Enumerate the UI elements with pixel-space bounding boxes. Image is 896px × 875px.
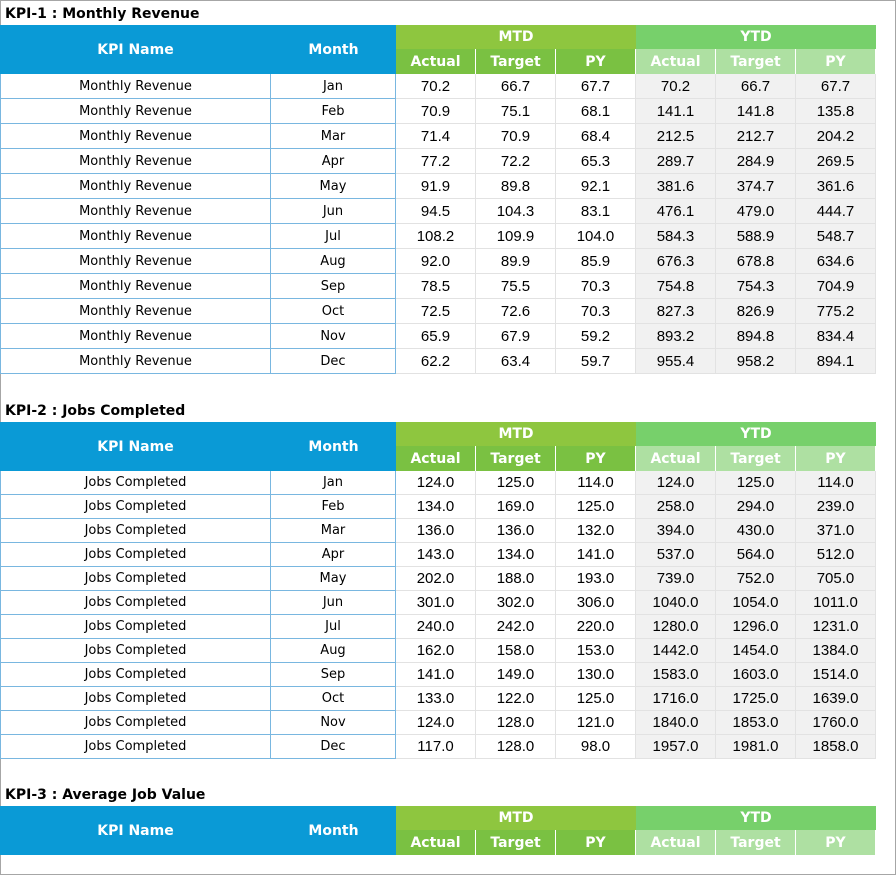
header-month: Month xyxy=(271,422,396,471)
kpi-title: KPI-3 : Average Job Value xyxy=(5,787,206,803)
header-mtd-actual: Actual xyxy=(396,49,476,74)
mtd-py-cell[interactable]: 141.0 xyxy=(556,543,636,567)
header-ytd-actual: Actual xyxy=(636,49,716,74)
ytd-actual-cell[interactable]: 212.5 xyxy=(636,124,716,149)
mtd-target-cell[interactable]: 122.0 xyxy=(476,687,556,711)
header-group-mtd: MTD xyxy=(396,806,636,830)
mtd-target-cell[interactable]: 158.0 xyxy=(476,639,556,663)
mtd-py-cell[interactable]: 85.9 xyxy=(556,249,636,274)
table-row xyxy=(0,687,876,711)
kpi-name-cell[interactable]: Monthly Revenue xyxy=(0,249,271,274)
month-cell[interactable]: Jul xyxy=(271,224,396,249)
table-row xyxy=(0,519,876,543)
mtd-actual-cell[interactable]: 124.0 xyxy=(396,711,476,735)
ytd-target-cell[interactable]: 1603.0 xyxy=(716,663,796,687)
ytd-py-cell[interactable]: 444.7 xyxy=(796,199,876,224)
kpi-name-cell[interactable]: Monthly Revenue xyxy=(0,74,271,99)
ytd-py-cell[interactable]: 114.0 xyxy=(796,471,876,495)
ytd-py-cell[interactable]: 894.1 xyxy=(796,349,876,374)
ytd-actual-cell[interactable]: 394.0 xyxy=(636,519,716,543)
mtd-py-cell[interactable]: 220.0 xyxy=(556,615,636,639)
mtd-target-cell[interactable]: 72.6 xyxy=(476,299,556,324)
ytd-target-cell[interactable]: 479.0 xyxy=(716,199,796,224)
ytd-py-cell[interactable]: 361.6 xyxy=(796,174,876,199)
kpi-name-cell[interactable]: Jobs Completed xyxy=(0,687,271,711)
table-row xyxy=(0,199,876,224)
header-ytd-target: Target xyxy=(716,446,796,471)
ytd-target-cell[interactable]: 66.7 xyxy=(716,74,796,99)
month-cell[interactable]: Oct xyxy=(271,687,396,711)
mtd-actual-cell[interactable]: 94.5 xyxy=(396,199,476,224)
ytd-actual-cell[interactable]: 1280.0 xyxy=(636,615,716,639)
mtd-actual-cell[interactable]: 71.4 xyxy=(396,124,476,149)
mtd-target-cell[interactable]: 188.0 xyxy=(476,567,556,591)
ytd-target-cell[interactable]: 1454.0 xyxy=(716,639,796,663)
mtd-py-cell[interactable]: 121.0 xyxy=(556,711,636,735)
header-mtd-py: PY xyxy=(556,446,636,471)
ytd-actual-cell[interactable]: 827.3 xyxy=(636,299,716,324)
mtd-actual-cell[interactable]: 77.2 xyxy=(396,149,476,174)
ytd-actual-cell[interactable]: 258.0 xyxy=(636,495,716,519)
month-cell[interactable]: May xyxy=(271,567,396,591)
table-row xyxy=(0,124,876,149)
ytd-actual-cell[interactable]: 955.4 xyxy=(636,349,716,374)
ytd-actual-cell[interactable]: 893.2 xyxy=(636,324,716,349)
header-mtd-target: Target xyxy=(476,49,556,74)
table-row xyxy=(0,735,876,759)
mtd-actual-cell[interactable]: 65.9 xyxy=(396,324,476,349)
kpi-name-cell[interactable]: Monthly Revenue xyxy=(0,274,271,299)
ytd-py-cell[interactable]: 135.8 xyxy=(796,99,876,124)
header-group-mtd: MTD xyxy=(396,422,636,446)
ytd-actual-cell[interactable]: 289.7 xyxy=(636,149,716,174)
ytd-target-cell[interactable]: 958.2 xyxy=(716,349,796,374)
ytd-py-cell[interactable]: 1231.0 xyxy=(796,615,876,639)
month-cell[interactable]: Apr xyxy=(271,543,396,567)
header-kpi-name: KPI Name xyxy=(0,25,271,74)
mtd-target-cell[interactable]: 302.0 xyxy=(476,591,556,615)
kpi-name-cell[interactable]: Jobs Completed xyxy=(0,567,271,591)
header-mtd-py: PY xyxy=(556,830,636,855)
ytd-py-cell[interactable]: 1384.0 xyxy=(796,639,876,663)
ytd-actual-cell[interactable]: 676.3 xyxy=(636,249,716,274)
mtd-py-cell[interactable]: 114.0 xyxy=(556,471,636,495)
kpi-name-cell[interactable]: Monthly Revenue xyxy=(0,349,271,374)
table-row xyxy=(0,495,876,519)
ytd-py-cell[interactable]: 775.2 xyxy=(796,299,876,324)
mtd-actual-cell[interactable]: 70.2 xyxy=(396,74,476,99)
mtd-actual-cell[interactable]: 141.0 xyxy=(396,663,476,687)
mtd-target-cell[interactable]: 128.0 xyxy=(476,711,556,735)
table-row xyxy=(0,274,876,299)
kpi-name-cell[interactable]: Monthly Revenue xyxy=(0,299,271,324)
mtd-py-cell[interactable]: 59.7 xyxy=(556,349,636,374)
month-cell[interactable]: Sep xyxy=(271,663,396,687)
table-row xyxy=(0,591,876,615)
mtd-actual-cell[interactable]: 117.0 xyxy=(396,735,476,759)
mtd-target-cell[interactable]: 149.0 xyxy=(476,663,556,687)
mtd-py-cell[interactable]: 59.2 xyxy=(556,324,636,349)
kpi-name-cell[interactable]: Jobs Completed xyxy=(0,591,271,615)
kpi-name-cell[interactable]: Jobs Completed xyxy=(0,615,271,639)
month-cell[interactable]: Nov xyxy=(271,324,396,349)
month-cell[interactable]: Apr xyxy=(271,149,396,174)
kpi-name-cell[interactable]: Jobs Completed xyxy=(0,543,271,567)
mtd-actual-cell[interactable]: 162.0 xyxy=(396,639,476,663)
table-row xyxy=(0,174,876,199)
ytd-py-cell[interactable]: 1514.0 xyxy=(796,663,876,687)
month-cell[interactable]: Oct xyxy=(271,299,396,324)
ytd-py-cell[interactable]: 204.2 xyxy=(796,124,876,149)
kpi-name-cell[interactable]: Monthly Revenue xyxy=(0,199,271,224)
mtd-py-cell[interactable]: 68.4 xyxy=(556,124,636,149)
ytd-target-cell[interactable]: 212.7 xyxy=(716,124,796,149)
ytd-actual-cell[interactable]: 1840.0 xyxy=(636,711,716,735)
mtd-py-cell[interactable]: 153.0 xyxy=(556,639,636,663)
table-row xyxy=(0,224,876,249)
mtd-actual-cell[interactable]: 133.0 xyxy=(396,687,476,711)
mtd-py-cell[interactable]: 193.0 xyxy=(556,567,636,591)
header-ytd-actual: Actual xyxy=(636,446,716,471)
mtd-target-cell[interactable]: 75.5 xyxy=(476,274,556,299)
table-row xyxy=(0,663,876,687)
mtd-actual-cell[interactable]: 92.0 xyxy=(396,249,476,274)
ytd-actual-cell[interactable]: 1442.0 xyxy=(636,639,716,663)
mtd-target-cell[interactable]: 89.8 xyxy=(476,174,556,199)
table-row xyxy=(0,471,876,495)
mtd-py-cell[interactable]: 70.3 xyxy=(556,274,636,299)
mtd-py-cell[interactable]: 68.1 xyxy=(556,99,636,124)
mtd-actual-cell[interactable]: 70.9 xyxy=(396,99,476,124)
mtd-py-cell[interactable]: 132.0 xyxy=(556,519,636,543)
kpi-name-cell[interactable]: Monthly Revenue xyxy=(0,99,271,124)
month-cell[interactable]: Sep xyxy=(271,274,396,299)
month-cell[interactable]: Jul xyxy=(271,615,396,639)
ytd-target-cell[interactable]: 284.9 xyxy=(716,149,796,174)
ytd-target-cell[interactable]: 752.0 xyxy=(716,567,796,591)
mtd-py-cell[interactable]: 98.0 xyxy=(556,735,636,759)
ytd-actual-cell[interactable]: 584.3 xyxy=(636,224,716,249)
mtd-actual-cell[interactable]: 143.0 xyxy=(396,543,476,567)
kpi-name-cell[interactable]: Jobs Completed xyxy=(0,663,271,687)
table-row xyxy=(0,99,876,124)
mtd-actual-cell[interactable]: 91.9 xyxy=(396,174,476,199)
mtd-target-cell[interactable]: 67.9 xyxy=(476,324,556,349)
ytd-actual-cell[interactable]: 141.1 xyxy=(636,99,716,124)
ytd-target-cell[interactable]: 1981.0 xyxy=(716,735,796,759)
ytd-py-cell[interactable]: 67.7 xyxy=(796,74,876,99)
ytd-py-cell[interactable]: 239.0 xyxy=(796,495,876,519)
ytd-target-cell[interactable]: 1296.0 xyxy=(716,615,796,639)
kpi-title: KPI-2 : Jobs Completed xyxy=(5,403,186,419)
ytd-target-cell[interactable]: 588.9 xyxy=(716,224,796,249)
table-row xyxy=(0,567,876,591)
ytd-target-cell[interactable]: 564.0 xyxy=(716,543,796,567)
header-ytd-target: Target xyxy=(716,830,796,855)
ytd-py-cell[interactable]: 269.5 xyxy=(796,149,876,174)
mtd-actual-cell[interactable]: 202.0 xyxy=(396,567,476,591)
mtd-target-cell[interactable]: 134.0 xyxy=(476,543,556,567)
mtd-py-cell[interactable]: 83.1 xyxy=(556,199,636,224)
mtd-actual-cell[interactable]: 78.5 xyxy=(396,274,476,299)
table-row xyxy=(0,639,876,663)
ytd-py-cell[interactable]: 371.0 xyxy=(796,519,876,543)
ytd-target-cell[interactable]: 125.0 xyxy=(716,471,796,495)
ytd-actual-cell[interactable]: 381.6 xyxy=(636,174,716,199)
ytd-actual-cell[interactable]: 1040.0 xyxy=(636,591,716,615)
ytd-target-cell[interactable]: 294.0 xyxy=(716,495,796,519)
ytd-target-cell[interactable]: 678.8 xyxy=(716,249,796,274)
mtd-target-cell[interactable]: 72.2 xyxy=(476,149,556,174)
ytd-target-cell[interactable]: 141.8 xyxy=(716,99,796,124)
mtd-py-cell[interactable]: 130.0 xyxy=(556,663,636,687)
mtd-target-cell[interactable]: 75.1 xyxy=(476,99,556,124)
header-ytd-py: PY xyxy=(796,446,876,471)
mtd-actual-cell[interactable]: 72.5 xyxy=(396,299,476,324)
table-row xyxy=(0,149,876,174)
kpi-name-cell[interactable]: Jobs Completed xyxy=(0,735,271,759)
header-kpi-name: KPI Name xyxy=(0,422,271,471)
header-month: Month xyxy=(271,806,396,855)
ytd-target-cell[interactable]: 826.9 xyxy=(716,299,796,324)
ytd-py-cell[interactable]: 834.4 xyxy=(796,324,876,349)
ytd-actual-cell[interactable]: 537.0 xyxy=(636,543,716,567)
table-row xyxy=(0,324,876,349)
mtd-py-cell[interactable]: 306.0 xyxy=(556,591,636,615)
ytd-target-cell[interactable]: 894.8 xyxy=(716,324,796,349)
ytd-actual-cell[interactable]: 476.1 xyxy=(636,199,716,224)
table-row xyxy=(0,74,876,99)
header-month: Month xyxy=(271,25,396,74)
ytd-actual-cell[interactable]: 70.2 xyxy=(636,74,716,99)
header-kpi-name: KPI Name xyxy=(0,806,271,855)
header-mtd-target: Target xyxy=(476,446,556,471)
header-group-ytd: YTD xyxy=(636,25,876,49)
ytd-py-cell[interactable]: 704.9 xyxy=(796,274,876,299)
mtd-target-cell[interactable]: 89.9 xyxy=(476,249,556,274)
ytd-actual-cell[interactable]: 1957.0 xyxy=(636,735,716,759)
mtd-target-cell[interactable]: 70.9 xyxy=(476,124,556,149)
mtd-actual-cell[interactable]: 108.2 xyxy=(396,224,476,249)
mtd-py-cell[interactable]: 92.1 xyxy=(556,174,636,199)
month-cell[interactable]: Jun xyxy=(271,591,396,615)
ytd-target-cell[interactable]: 430.0 xyxy=(716,519,796,543)
ytd-target-cell[interactable]: 1725.0 xyxy=(716,687,796,711)
mtd-target-cell[interactable]: 109.9 xyxy=(476,224,556,249)
mtd-actual-cell[interactable]: 124.0 xyxy=(396,471,476,495)
month-cell[interactable]: Aug xyxy=(271,639,396,663)
ytd-py-cell[interactable]: 634.6 xyxy=(796,249,876,274)
mtd-py-cell[interactable]: 67.7 xyxy=(556,74,636,99)
month-cell[interactable]: Jan xyxy=(271,471,396,495)
mtd-py-cell[interactable]: 125.0 xyxy=(556,687,636,711)
month-cell[interactable]: Dec xyxy=(271,735,396,759)
kpi-name-cell[interactable]: Jobs Completed xyxy=(0,711,271,735)
ytd-actual-cell[interactable]: 1716.0 xyxy=(636,687,716,711)
header-mtd-py: PY xyxy=(556,49,636,74)
kpi-name-cell[interactable]: Monthly Revenue xyxy=(0,124,271,149)
kpi-name-cell[interactable]: Jobs Completed xyxy=(0,519,271,543)
mtd-py-cell[interactable]: 70.3 xyxy=(556,299,636,324)
ytd-py-cell[interactable]: 1760.0 xyxy=(796,711,876,735)
mtd-target-cell[interactable]: 128.0 xyxy=(476,735,556,759)
kpi-name-cell[interactable]: Jobs Completed xyxy=(0,639,271,663)
kpi-name-cell[interactable]: Monthly Revenue xyxy=(0,324,271,349)
ytd-target-cell[interactable]: 754.3 xyxy=(716,274,796,299)
ytd-target-cell[interactable]: 374.7 xyxy=(716,174,796,199)
ytd-py-cell[interactable]: 548.7 xyxy=(796,224,876,249)
mtd-actual-cell[interactable]: 62.2 xyxy=(396,349,476,374)
header-mtd-actual: Actual xyxy=(396,446,476,471)
ytd-py-cell[interactable]: 1011.0 xyxy=(796,591,876,615)
ytd-target-cell[interactable]: 1054.0 xyxy=(716,591,796,615)
table-row xyxy=(0,299,876,324)
month-cell[interactable]: Mar xyxy=(271,124,396,149)
mtd-target-cell[interactable]: 136.0 xyxy=(476,519,556,543)
kpi-name-cell[interactable]: Monthly Revenue xyxy=(0,224,271,249)
header-mtd-actual: Actual xyxy=(396,830,476,855)
mtd-target-cell[interactable]: 169.0 xyxy=(476,495,556,519)
ytd-py-cell[interactable]: 1639.0 xyxy=(796,687,876,711)
month-cell[interactable]: Jan xyxy=(271,74,396,99)
ytd-py-cell[interactable]: 705.0 xyxy=(796,567,876,591)
month-cell[interactable]: Mar xyxy=(271,519,396,543)
mtd-actual-cell[interactable]: 136.0 xyxy=(396,519,476,543)
mtd-py-cell[interactable]: 65.3 xyxy=(556,149,636,174)
mtd-actual-cell[interactable]: 134.0 xyxy=(396,495,476,519)
ytd-actual-cell[interactable]: 754.8 xyxy=(636,274,716,299)
mtd-py-cell[interactable]: 125.0 xyxy=(556,495,636,519)
mtd-target-cell[interactable]: 63.4 xyxy=(476,349,556,374)
ytd-py-cell[interactable]: 1858.0 xyxy=(796,735,876,759)
table-row xyxy=(0,711,876,735)
table-row xyxy=(0,249,876,274)
month-cell[interactable]: Feb xyxy=(271,495,396,519)
mtd-target-cell[interactable]: 66.7 xyxy=(476,74,556,99)
header-ytd-target: Target xyxy=(716,49,796,74)
ytd-actual-cell[interactable]: 1583.0 xyxy=(636,663,716,687)
table-row xyxy=(0,349,876,374)
mtd-actual-cell[interactable]: 240.0 xyxy=(396,615,476,639)
kpi-name-cell[interactable]: Monthly Revenue xyxy=(0,174,271,199)
kpi-name-cell[interactable]: Jobs Completed xyxy=(0,471,271,495)
month-cell[interactable]: Dec xyxy=(271,349,396,374)
month-cell[interactable]: Nov xyxy=(271,711,396,735)
mtd-py-cell[interactable]: 104.0 xyxy=(556,224,636,249)
table-row xyxy=(0,543,876,567)
table-row xyxy=(0,615,876,639)
mtd-target-cell[interactable]: 104.3 xyxy=(476,199,556,224)
mtd-target-cell[interactable]: 125.0 xyxy=(476,471,556,495)
kpi-name-cell[interactable]: Monthly Revenue xyxy=(0,149,271,174)
header-ytd-py: PY xyxy=(796,830,876,855)
header-ytd-py: PY xyxy=(796,49,876,74)
mtd-target-cell[interactable]: 242.0 xyxy=(476,615,556,639)
month-cell[interactable]: Feb xyxy=(271,99,396,124)
month-cell[interactable]: May xyxy=(271,174,396,199)
ytd-actual-cell[interactable]: 739.0 xyxy=(636,567,716,591)
kpi-title: KPI-1 : Monthly Revenue xyxy=(5,6,200,22)
mtd-actual-cell[interactable]: 301.0 xyxy=(396,591,476,615)
kpi-name-cell[interactable]: Jobs Completed xyxy=(0,495,271,519)
ytd-target-cell[interactable]: 1853.0 xyxy=(716,711,796,735)
header-group-ytd: YTD xyxy=(636,422,876,446)
header-ytd-actual: Actual xyxy=(636,830,716,855)
month-cell[interactable]: Aug xyxy=(271,249,396,274)
month-cell[interactable]: Jun xyxy=(271,199,396,224)
ytd-actual-cell[interactable]: 124.0 xyxy=(636,471,716,495)
header-group-mtd: MTD xyxy=(396,25,636,49)
ytd-py-cell[interactable]: 512.0 xyxy=(796,543,876,567)
header-group-ytd: YTD xyxy=(636,806,876,830)
header-mtd-target: Target xyxy=(476,830,556,855)
